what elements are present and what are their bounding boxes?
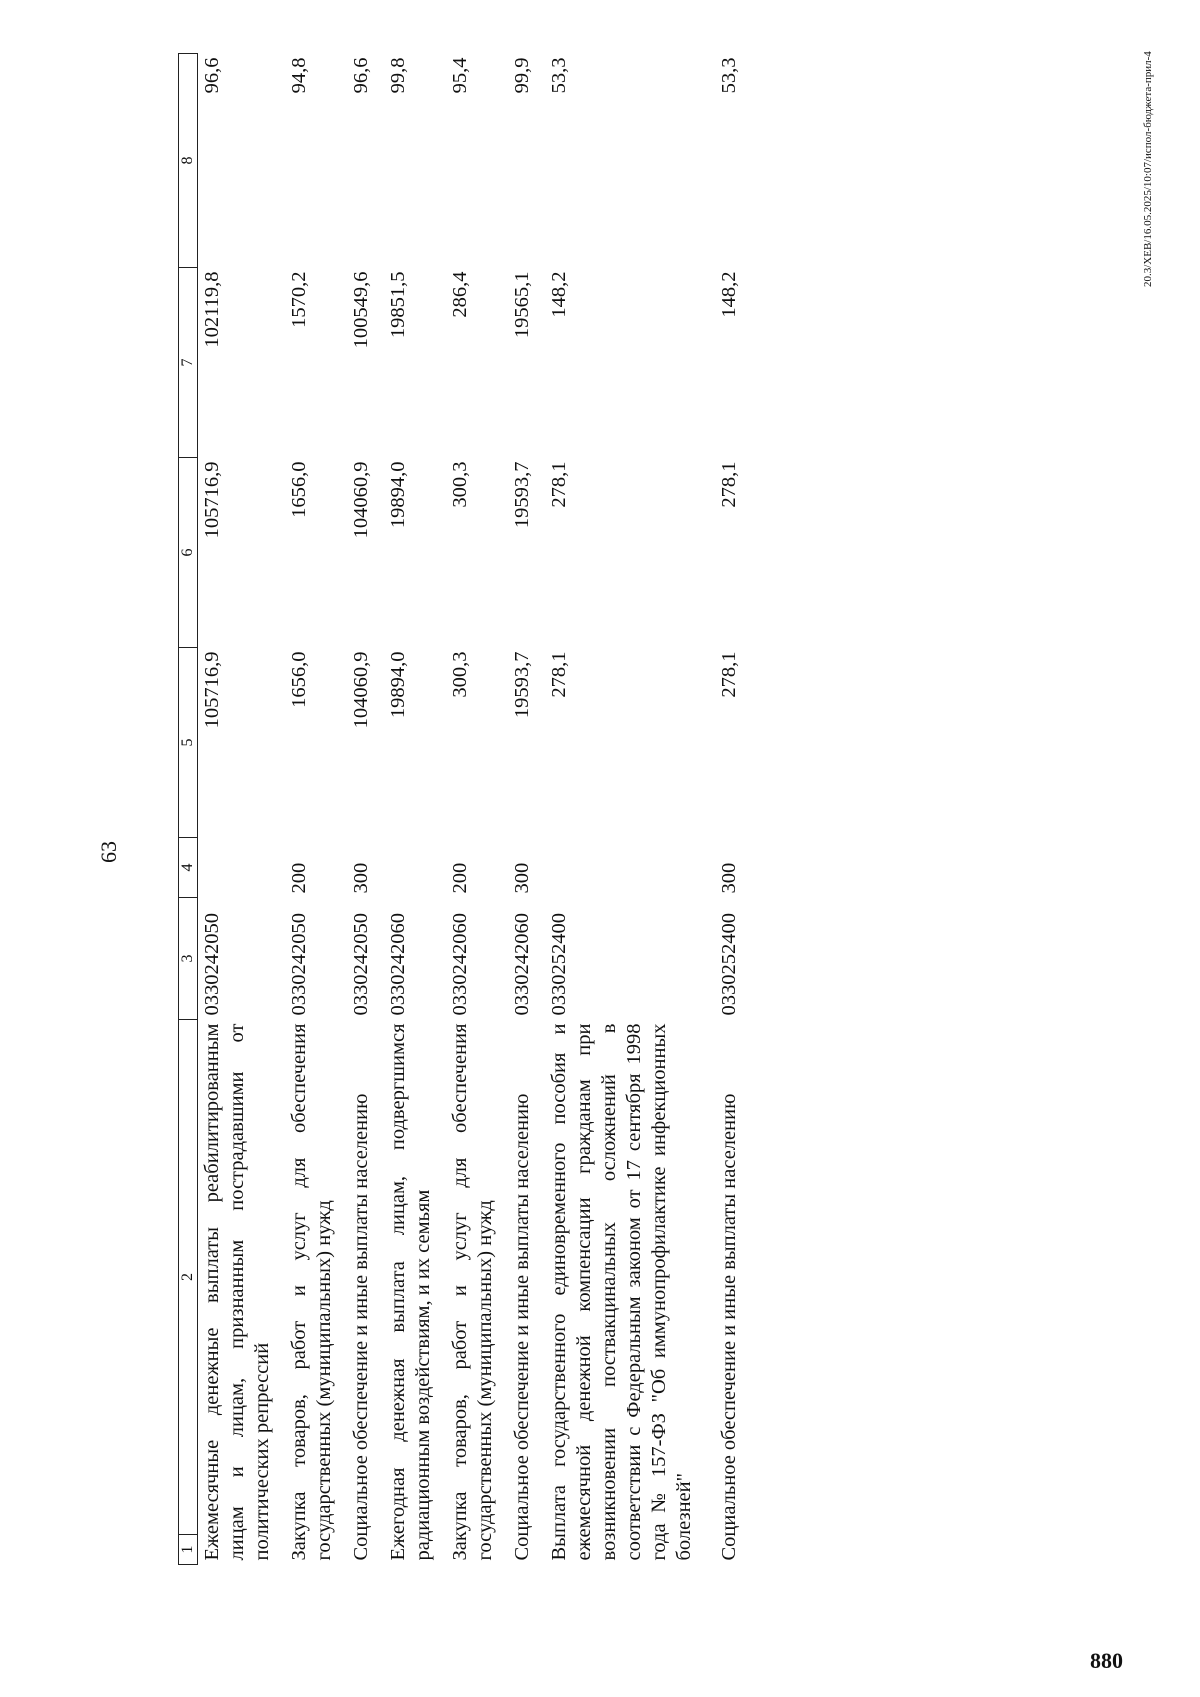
row-v5: 104060,9 bbox=[350, 651, 372, 729]
row-name: Ежемесячные денежные выплаты реабилитированным лицам и лицам, признанным пострадавшими от политических репрессий bbox=[201, 1023, 273, 1561]
page-number: 63 bbox=[96, 841, 121, 863]
row-v7: 19851,5 bbox=[387, 271, 409, 339]
header-cell: 6 bbox=[179, 458, 198, 648]
row-code: 0330242050 bbox=[350, 913, 372, 1016]
header-cell: 5 bbox=[179, 648, 198, 838]
row-v5: 278,1 bbox=[548, 651, 570, 698]
row-name: Социальное обеспечение и иные выплаты населению bbox=[718, 1093, 740, 1561]
row-name: Выплата государственного единовременного пособия и ежемесячной денежной компенсации гражданам при возникновении поствакцинальных осложнений в соответствии с Федеральным законом от 17 сентября 1998 года № 157-ФЗ "Об иммунопрофилактике инфекционных болезней" bbox=[548, 1023, 695, 1561]
row-v7: 102119,8 bbox=[201, 271, 223, 348]
table-header-row bbox=[179, 54, 198, 1565]
row-v6: 104060,9 bbox=[350, 461, 372, 539]
row-v8: 53,3 bbox=[718, 57, 740, 94]
row-name: Закупка товаров, работ и услуг для обеспечения государственных (муниципальных) нужд bbox=[288, 1023, 335, 1561]
header-cell: 4 bbox=[179, 838, 198, 898]
row-v6: 19593,7 bbox=[511, 461, 533, 529]
row-name: Социальное обеспечение и иные выплаты населению bbox=[350, 1093, 372, 1561]
row-code: 0330242050 bbox=[201, 913, 223, 1016]
table-row bbox=[285, 54, 347, 1565]
row-type: 300 bbox=[511, 862, 533, 894]
table-row bbox=[446, 54, 508, 1565]
row-name: Социальное обеспечение и иные выплаты населению bbox=[511, 1093, 533, 1561]
row-v5: 19894,0 bbox=[387, 651, 409, 719]
row-type bbox=[198, 838, 286, 898]
header-cell: 2 bbox=[179, 1020, 198, 1535]
row-name: Закупка товаров, работ и услуг для обеспечения государственных (муниципальных) нужд bbox=[449, 1023, 496, 1561]
row-v5: 19593,7 bbox=[511, 651, 533, 719]
row-type: 300 bbox=[718, 862, 740, 894]
table-row bbox=[384, 54, 446, 1565]
row-type: 200 bbox=[449, 862, 471, 894]
row-v8: 95,4 bbox=[449, 57, 471, 94]
row-code: 0330242060 bbox=[387, 913, 409, 1016]
row-code: 0330242060 bbox=[449, 913, 471, 1016]
row-v7: 148,2 bbox=[548, 271, 570, 318]
row-v8: 96,6 bbox=[201, 57, 223, 94]
row-v6: 278,1 bbox=[548, 461, 570, 508]
table-row bbox=[715, 54, 752, 1565]
header-cell: 8 bbox=[179, 54, 198, 268]
row-v7: 148,2 bbox=[718, 271, 740, 318]
row-v8: 53,3 bbox=[548, 57, 570, 94]
header-cell: 1 bbox=[179, 1535, 198, 1565]
row-code: 0330252400 bbox=[548, 913, 570, 1016]
row-name: Ежегодная денежная выплата лицам, подвергшимся радиационным воздействиям, и их семьям bbox=[387, 1023, 434, 1561]
row-v5: 300,3 bbox=[449, 651, 471, 698]
row-type bbox=[384, 838, 446, 898]
row-v7: 1570,2 bbox=[288, 271, 310, 328]
row-type: 200 bbox=[288, 862, 310, 894]
row-v8: 96,6 bbox=[350, 57, 372, 94]
row-type: 300 bbox=[350, 862, 372, 894]
row-v5: 278,1 bbox=[718, 651, 740, 698]
row-v6: 19894,0 bbox=[387, 461, 409, 529]
row-v8: 99,8 bbox=[387, 57, 409, 94]
row-v8: 99,9 bbox=[511, 57, 533, 94]
row-v6: 105716,9 bbox=[201, 461, 223, 539]
footer-code: 20.3/ХЕВ/16.05.2025/10:07/испол-бюджета-прил-4 bbox=[1142, 51, 1154, 287]
row-v7: 19565,1 bbox=[511, 271, 533, 339]
row-v6: 1656,0 bbox=[288, 461, 310, 518]
table-row bbox=[198, 54, 286, 1565]
row-code: 0330252400 bbox=[718, 913, 740, 1016]
row-v5: 105716,9 bbox=[201, 651, 223, 729]
row-type bbox=[545, 838, 715, 898]
budget-table bbox=[178, 53, 752, 1565]
row-v6: 278,1 bbox=[718, 461, 740, 508]
row-v5: 1656,0 bbox=[288, 651, 310, 708]
row-v6: 300,3 bbox=[449, 461, 471, 508]
row-code: 0330242050 bbox=[288, 913, 310, 1016]
row-code: 0330242060 bbox=[511, 913, 533, 1016]
header-cell: 7 bbox=[179, 268, 198, 458]
header-cell: 3 bbox=[179, 898, 198, 1020]
row-v7: 100549,6 bbox=[350, 271, 372, 349]
row-v7: 286,4 bbox=[449, 271, 471, 318]
table-row bbox=[508, 54, 545, 1565]
row-v8: 94,8 bbox=[288, 57, 310, 94]
table-row bbox=[347, 54, 384, 1565]
table-row bbox=[545, 54, 715, 1565]
sheet-number: 880 bbox=[1090, 1648, 1123, 1673]
